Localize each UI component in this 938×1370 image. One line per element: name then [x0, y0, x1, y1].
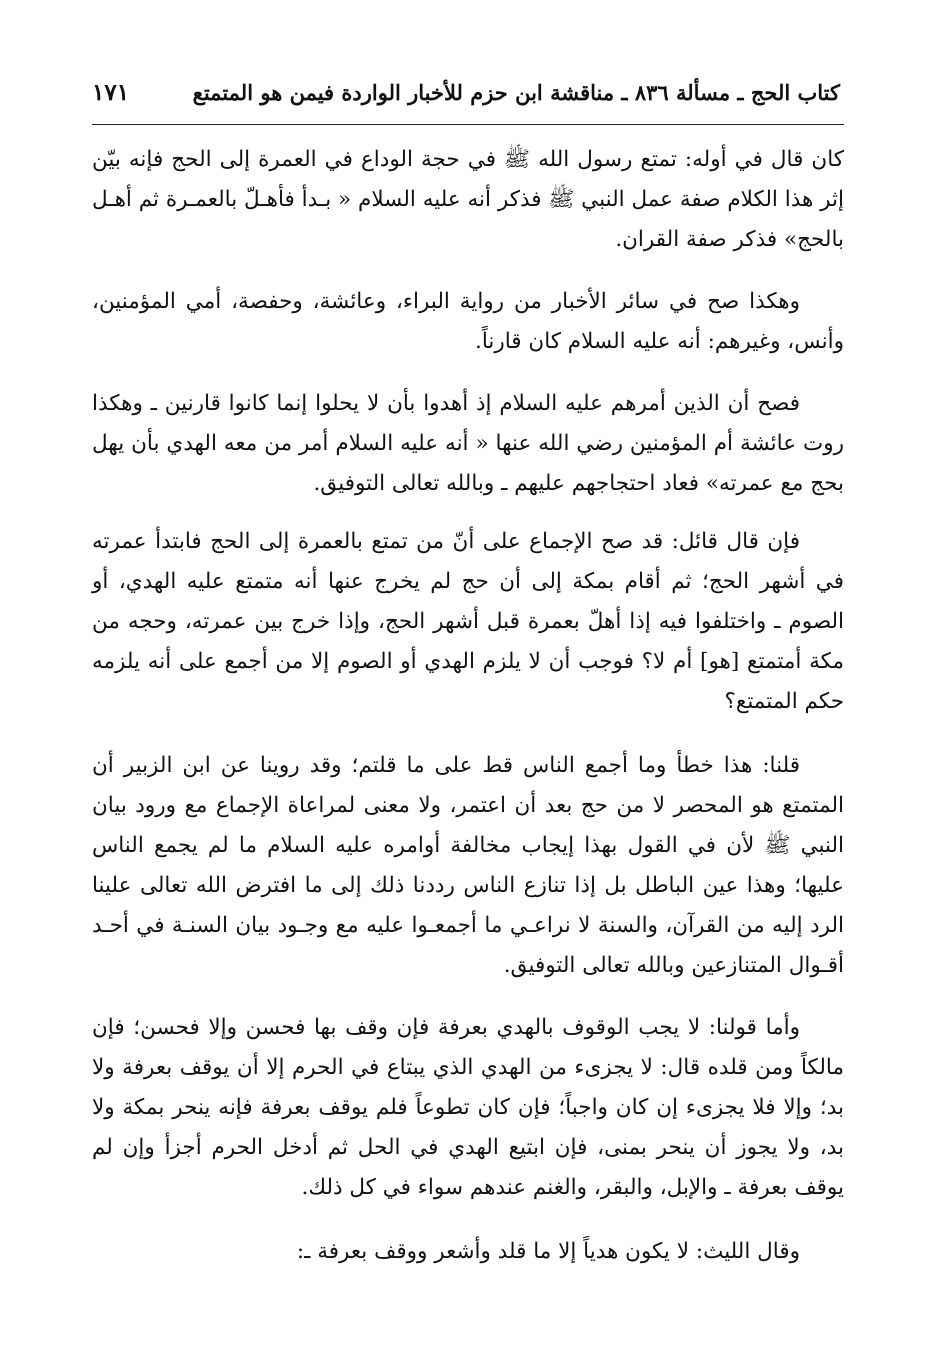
paragraph-5: قلنا: هذا خطأ وما أجمع الناس قط على ما قلتم؛ وقد روينا عن ابن الزبير أن المتمتع هو المحصر لا من حج بعد أن اعتمر، ولا معنى لمراعاة الإجماع مع ورود بيان النبي ﷺ لأن في القول بهذا إيجاب مخالفة أوامره عليه السلام ما لم يجمع الناس عليها؛ وهذا عين الباطل بل إذا تنازع الناس رددنا ذلك إلى ما افترض الله تعالى علينا الرد إليه من القرآن، والسنة لا نراعـي ما أجمعـوا عليه مع وجـود بيان السنـة في أحـد أقـوال المتنازعين وبالله تعالى التوفيق.: [92, 753, 844, 978]
paragraph-3: فصح أن الذين أمرهم عليه السلام إذ أهدوا بأن لا يحلوا إنما كانوا قارنين ـ وهكذا روت عائشة أم المؤمنين رضي الله عنها « أنه عليه السلام أمر من معه الهدي بأن يهل بحج مع عمرته» فعاد احتجاجهم عليهم ـ وبالله تعالى التوفيق.: [92, 391, 844, 496]
running-header: [92, 72, 840, 112]
paragraph-2: وهكذا صح في سائر الأخبار من رواية البراء، وعائشة، وحفصة، أمي المؤمنين، وأنس، وغيرهم: أنه عليه السلام كان قارناً.: [92, 289, 844, 354]
paragraph-1: كان قال في أوله: تمتع رسول الله ﷺ في حجة الوداع في العمرة إلى الحج فإنه بيّن إثر هذا الكلام صفة عمل النبي ﷺ فذكر أنه عليه السلام « بـدأ فأهـلّ بالعمـرة ثم أهـل بالحج» فذكر صفة القران.: [92, 147, 844, 252]
paragraph-4: فإن قال قائل: قد صح الإجماع على أنّ من تمتع بالعمرة إلى الحج فابتدأ عمرته في أشهر الحج؛ ثم أقام بمكة إلى أن حج لم يخرج عنها أنه متمتع عليه الهدي، أو الصوم ـ واختلفوا فيه إذا أهلّ بعمرة قبل أشهر الحج، وإذا خرج بين عمرته، وحجه من مكة أمتمتع [هو] أم لا؟ فوجب أن لا يلزم الهدي أو الصوم إلا من أجمع على أنه يلزمه حكم المتمتع؟: [92, 529, 844, 714]
body-text: [92, 140, 844, 1272]
header-rule: [92, 124, 844, 125]
page-number: ١٧١: [92, 78, 130, 106]
paragraph-6: وأما قولنا: لا يجب الوقوف بالهدي بعرفة فإن وقف بها فحسن وإلا فحسن؛ فإن مالكاً ومن قلده قال: لا يجزىء من الهدي الذي يبتاع في الحرم إلا أن يوقف بعرفة ولا بد؛ وإلا فلا يجزىء إن كان واجباً؛ فإن كان تطوعاً فلم يوقف بعرفة فإنه ينحر بمكة ولا بد، ولا يجوز أن ينحر بمنى، فإن ابتيع الهدي في الحل ثم أدخل الحرم أجزأ وإن لم يوقف بعرفة ـ والإبل، والبقر، والغنم عندهم سواء في كل ذلك.: [92, 1015, 844, 1200]
running-title: كتاب الحج ـ مسألة ٨٣٦ ـ مناقشة ابن حزم للأخبار الواردة فيمن هو المتمتع: [192, 79, 840, 105]
paragraph-7: وقال الليث: لا يكون هدياً إلا ما قلد وأشعر ووقف بعرفة ـ:: [296, 1239, 800, 1264]
